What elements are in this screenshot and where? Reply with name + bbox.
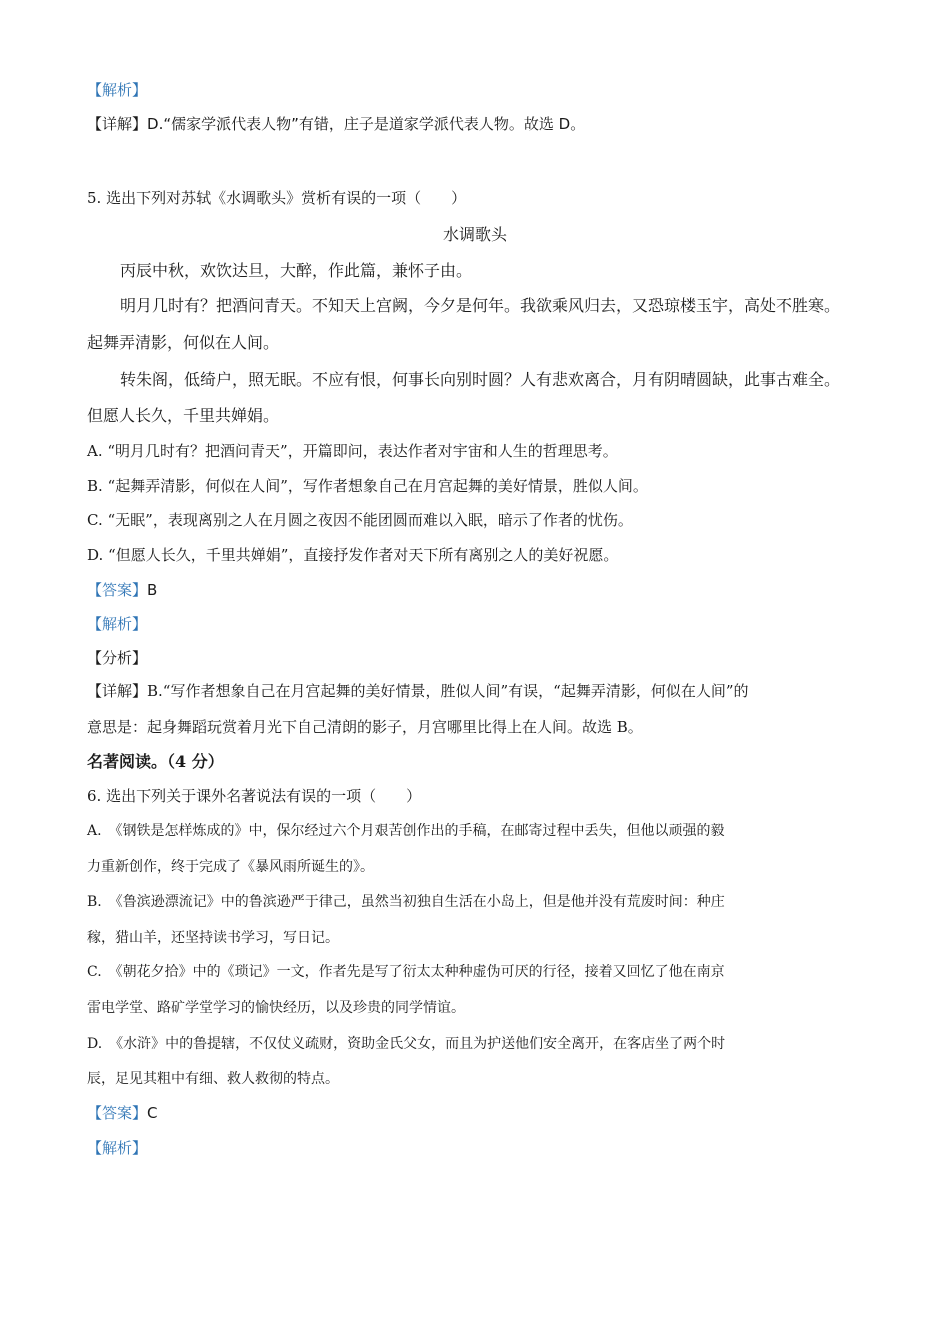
poem-stanza-2-line-1: 转朱阁，低绮户，照无眠。不应有恨，何事长向别时圆？人有悲欢离合，月有阴晴圆缺，此事古难全。 [120,370,841,389]
option-c: C. “无眠”，表现离别之人在月圆之夜因不能团圆而难以入眠，暗示了作者的忧伤。 [87,511,633,529]
answer-value: B [147,581,158,599]
detail-text-line-1: B.“写作者想象自己在月宫起舞的美好情景，胜似人间”有误，“起舞弄清影，何似在人间”的 [147,682,749,700]
detail-paragraph [87,681,749,701]
option-c-line-1: C. 《朝花夕拾》中的《琐记》一文，作者先是写了衍太太种种虚伪可厌的行径，接着又回忆了他在南京 [87,964,725,980]
option-b-line-2: 稼，猎山羊，还坚持读书学习，写日记。 [87,930,339,946]
answer-label: 【答案】 [87,581,148,599]
answer-label: 【答案】 [87,1104,148,1122]
option-b-line-1: B. 《鲁滨逊漂流记》中的鲁滨逊严于律己，虽然当初独自生活在小岛上，但是他并没有荒废时间：种庄 [87,894,725,910]
detail-text-line-2: 意思是：起身舞蹈玩赏着月光下自己清朗的影子，月宫哪里比得上在人间。故选 B。 [87,718,643,736]
option-c-line-2: 雷电学堂、路矿学堂学习的愉快经历，以及珍贵的同学情谊。 [87,1000,465,1016]
option-a-line-1: A. 《钢铁是怎样炼成的》中，保尔经过六个月艰苦创作出的手稿，在邮寄过程中丢失，但他以顽强的毅 [87,823,725,839]
detail-paragraph [87,114,585,134]
option-d: D. “但愿人长久，千里共婵娟”，直接抒发作者对天下所有离别之人的美好祝愿。 [87,546,619,564]
answer-line [87,580,157,600]
option-d-line-1: D. 《水浒》中的鲁提辖，不仅仗义疏财，资助金氏父女，而且为护送他们安全离开，在客店坐了两个时 [87,1036,726,1052]
option-a: A. “明月几时有？把酒问青天”，开篇即问，表达作者对宇宙和人生的哲理思考。 [87,442,618,460]
detail-text: D.“儒家学派代表人物”有错，庄子是道家学派代表人物。故选 D。 [147,115,586,133]
poem-title: 水调歌头 [442,225,507,244]
question-5-stem: 5. 选出下列对苏轼《水调歌头》赏析有误的一项（ ） [87,189,467,207]
detail-label: 【详解】 [87,115,148,133]
question-6-stem: 6. 选出下列关于课外名著说法有误的一项（ ） [87,787,422,805]
option-b: B. “起舞弄清影，何似在人间”，写作者想象自己在月宫起舞的美好情景，胜似人间。 [87,477,648,495]
poem-stanza-1-line-1: 明月几时有？把酒问青天。不知天上宫阙，今夕是何年。我欲乘风归去，又恐琼楼玉宇，高处不胜寒。 [120,296,841,315]
poem-stanza-2-line-2: 但愿人长久，千里共婵娟。 [87,406,280,425]
poem-stanza-1-line-2: 起舞弄清影，何似在人间。 [87,333,280,352]
poem-preface: 丙辰中秋，欢饮达旦，大醉，作此篇，兼怀子由。 [120,261,473,280]
analysis-label: 【解析】 [87,81,148,99]
answer-value: C [147,1104,158,1122]
answer-line [87,1103,158,1123]
option-a-line-2: 力重新创作，终于完成了《暴风雨所诞生的》。 [87,859,374,875]
section-heading: 名著阅读。（4 分） [87,752,224,771]
detail-label: 【详解】 [87,682,148,700]
fenxi-label: 【分析】 [87,649,148,667]
analysis-label: 【解析】 [87,1139,148,1157]
analysis-label: 【解析】 [87,615,148,633]
option-d-line-2: 辰，足见其粗中有细、救人救彻的特点。 [87,1071,339,1087]
